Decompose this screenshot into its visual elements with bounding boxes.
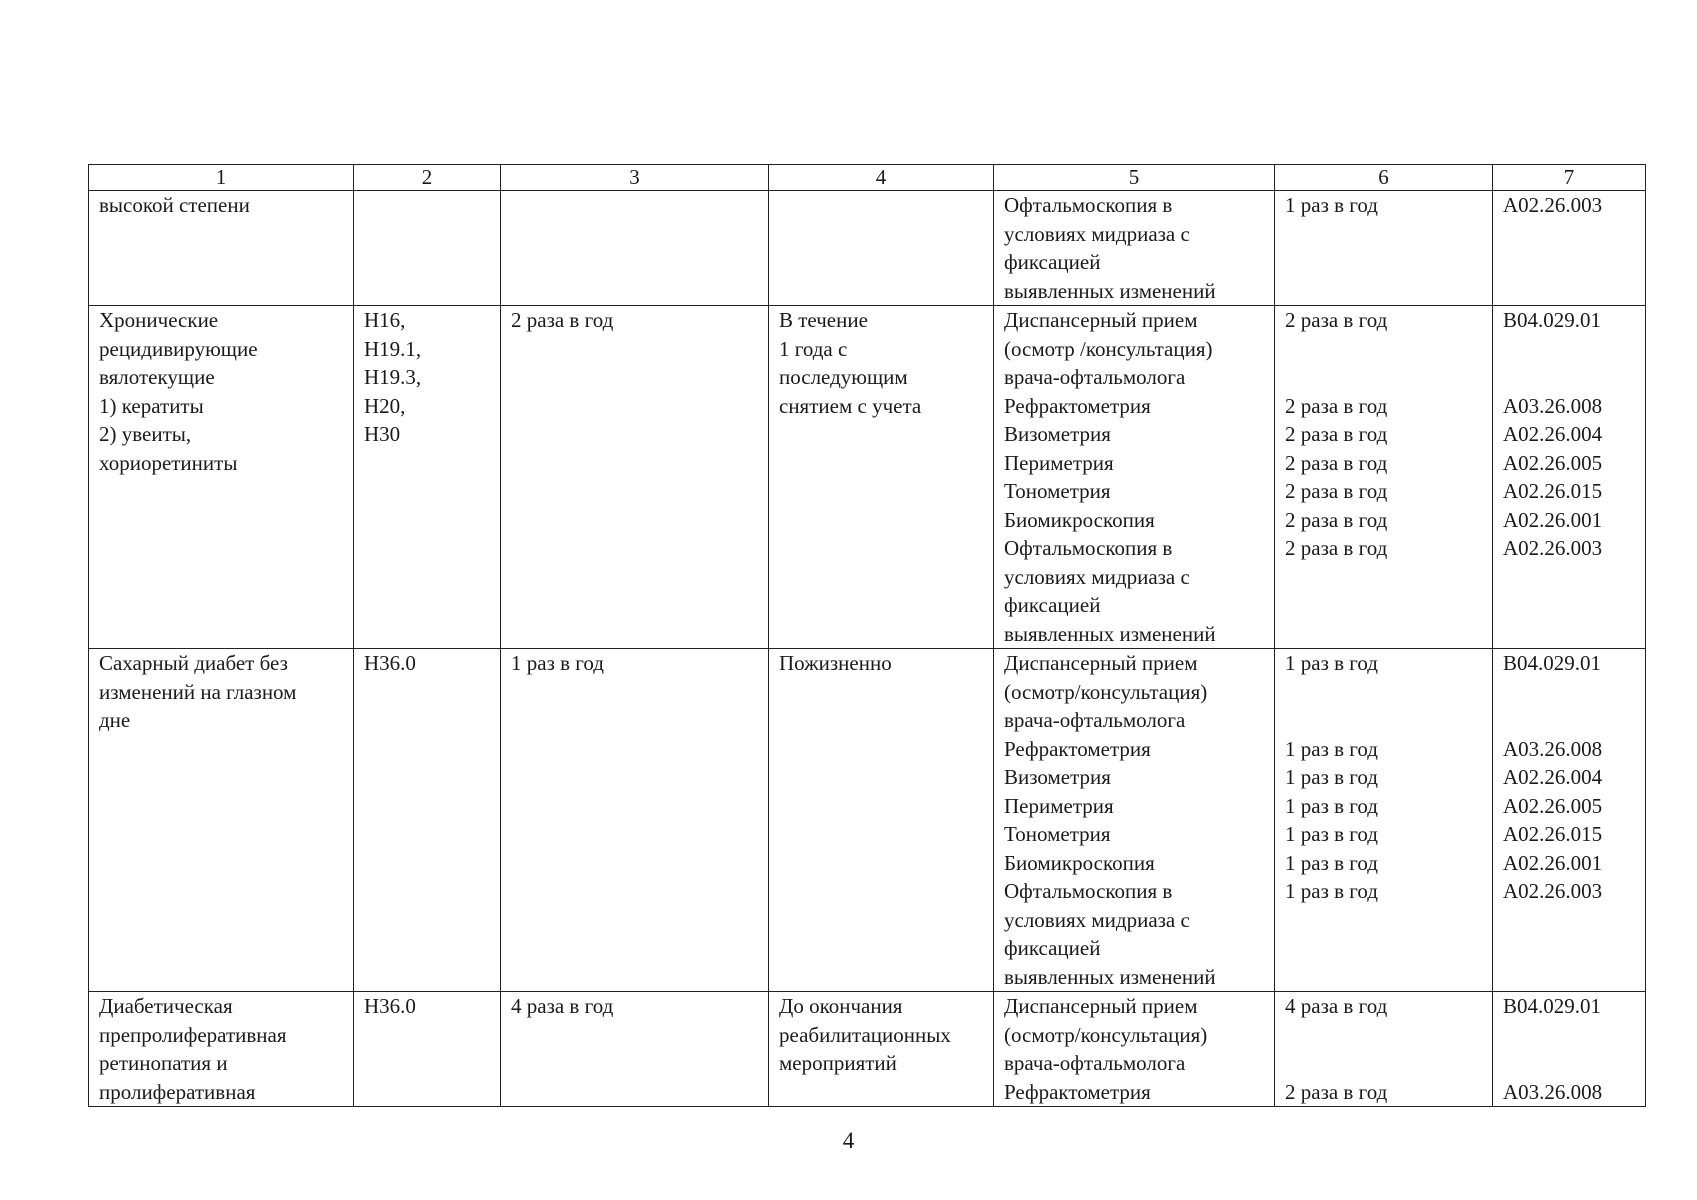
column-number-2: 2 bbox=[354, 165, 501, 191]
cell-line: Визометрия bbox=[1004, 422, 1111, 446]
cell-line: Офтальмоскопия в bbox=[1004, 536, 1173, 560]
cell-line: 2 раза в год bbox=[1285, 308, 1388, 332]
cell-line: Периметрия bbox=[1004, 793, 1114, 818]
cell-line: Сахарный диабет без bbox=[99, 651, 288, 675]
cell-line: Периметрия bbox=[1004, 450, 1114, 475]
cell-line: препролиферативная bbox=[99, 1022, 287, 1047]
cell-line: 1 раз в год bbox=[1285, 193, 1378, 217]
cell-line: H30 bbox=[364, 422, 401, 446]
column-number-6: 6 bbox=[1275, 165, 1493, 191]
cell-line: фиксацией bbox=[1004, 936, 1101, 960]
cell-line: условиях мидриаза с bbox=[1004, 907, 1190, 932]
cell-line: 1 раз в год bbox=[1285, 822, 1378, 846]
cell-line: H19.3, bbox=[364, 365, 422, 389]
cell-line: Хронические bbox=[99, 308, 219, 332]
cell-line: выявленных изменений bbox=[1004, 278, 1216, 303]
diagnosis-cell bbox=[89, 649, 354, 992]
cell-line: A03.26.008 bbox=[1503, 736, 1603, 761]
cell-spacer bbox=[1503, 706, 1635, 735]
cell-spacer bbox=[1503, 335, 1635, 364]
icd-code-cell bbox=[354, 191, 501, 306]
cell-spacer bbox=[1285, 706, 1482, 735]
cell-line: последующим bbox=[779, 365, 908, 389]
cell-line: B04.029.01 bbox=[1503, 308, 1602, 332]
cell-line: вялотекущие bbox=[99, 365, 215, 389]
cell-line: условиях мидриаза с bbox=[1004, 564, 1190, 589]
service-frequency-cell bbox=[1275, 992, 1493, 1107]
cell-line: 1 раз в год bbox=[1285, 736, 1378, 761]
cell-line: A02.26.005 bbox=[1503, 793, 1603, 818]
cell-line: A02.26.003 bbox=[1503, 193, 1603, 217]
cell-line: врача-офтальмолога bbox=[1004, 1051, 1186, 1075]
cell-line: реабилитационных bbox=[779, 1022, 951, 1047]
icd-code-cell bbox=[354, 306, 501, 649]
diagnosis-cell bbox=[89, 992, 354, 1107]
cell-line: 1 раз в год bbox=[1285, 850, 1378, 875]
cell-line: Диспансерный прием bbox=[1004, 308, 1198, 332]
cell-line: (осмотр/консультация) bbox=[1004, 679, 1208, 704]
service-frequency-cell bbox=[1275, 191, 1493, 306]
cell-line: снятием с учета bbox=[779, 393, 922, 418]
cell-spacer bbox=[1503, 1049, 1635, 1078]
cell-line: Визометрия bbox=[1004, 765, 1111, 789]
cell-line: Рефрактометрия bbox=[1004, 736, 1151, 761]
cell-line: B04.029.01 bbox=[1503, 651, 1602, 675]
duration-cell bbox=[769, 191, 994, 306]
cell-line: Биомикроскопия bbox=[1004, 850, 1155, 875]
service-code-cell bbox=[1493, 191, 1646, 306]
frequency-cell bbox=[501, 306, 769, 649]
cell-line: H36.0 bbox=[364, 994, 416, 1018]
cell-line: A02.26.001 bbox=[1503, 507, 1603, 532]
cell-line: Биомикроскопия bbox=[1004, 507, 1155, 532]
cell-line: фиксацией bbox=[1004, 593, 1101, 617]
service-frequency-cell bbox=[1275, 649, 1493, 992]
cell-line: фиксацией bbox=[1004, 250, 1101, 274]
column-number-1: 1 bbox=[89, 165, 354, 191]
cell-line: A02.26.004 bbox=[1503, 765, 1603, 789]
column-number-3: 3 bbox=[501, 165, 769, 191]
cell-line: 2 раза в год bbox=[1285, 479, 1388, 503]
cell-line: Тонометрия bbox=[1004, 822, 1111, 846]
table-row bbox=[89, 649, 1646, 992]
cell-line: (осмотр/консультация) bbox=[1004, 1022, 1208, 1047]
cell-line: 1 раз в год bbox=[1285, 879, 1378, 903]
cell-line: 2 раза в год bbox=[1285, 507, 1388, 532]
cell-line: A02.26.015 bbox=[1503, 822, 1603, 846]
services-cell bbox=[994, 992, 1275, 1107]
cell-line: Офтальмоскопия в bbox=[1004, 193, 1173, 217]
cell-line: (осмотр /консультация) bbox=[1004, 336, 1213, 361]
cell-line: изменений на глазном bbox=[99, 679, 297, 704]
diagnosis-cell bbox=[89, 191, 354, 306]
cell-spacer bbox=[1503, 678, 1635, 707]
cell-line: A02.26.004 bbox=[1503, 422, 1603, 446]
cell-line: H20, bbox=[364, 393, 406, 418]
cell-line: A02.26.003 bbox=[1503, 879, 1603, 903]
cell-spacer bbox=[1503, 1021, 1635, 1050]
cell-line: До окончания bbox=[779, 994, 903, 1018]
cell-line: 2 раза в год bbox=[1285, 450, 1388, 475]
cell-line: ретинопатия и bbox=[99, 1051, 228, 1075]
cell-line: A02.26.003 bbox=[1503, 536, 1603, 560]
table-row bbox=[89, 992, 1646, 1107]
column-number-7: 7 bbox=[1493, 165, 1646, 191]
cell-line: 4 раза в год bbox=[1285, 994, 1388, 1018]
cell-line: 1 раз в год bbox=[1285, 765, 1378, 789]
cell-line: B04.029.01 bbox=[1503, 994, 1602, 1018]
cell-spacer bbox=[1285, 678, 1482, 707]
cell-line: 4 раза в год bbox=[511, 994, 614, 1018]
cell-line: выявленных изменений bbox=[1004, 964, 1216, 989]
frequency-cell bbox=[501, 992, 769, 1107]
cell-line: H19.1, bbox=[364, 336, 422, 361]
cell-line: хориоретиниты bbox=[99, 450, 238, 475]
cell-line: 1) кератиты bbox=[99, 393, 204, 418]
duration-cell bbox=[769, 306, 994, 649]
cell-line: высокой степени bbox=[99, 193, 250, 217]
cell-line: условиях мидриаза с bbox=[1004, 221, 1190, 246]
services-cell bbox=[994, 649, 1275, 992]
cell-line: 2 раза в год bbox=[511, 308, 614, 332]
icd-code-cell bbox=[354, 649, 501, 992]
cell-line: В течение bbox=[779, 308, 868, 332]
document-table bbox=[88, 164, 1646, 1107]
cell-line: пролиферативная bbox=[99, 1079, 256, 1104]
frequency-cell bbox=[501, 649, 769, 992]
table-row bbox=[89, 191, 1646, 306]
cell-line: мероприятий bbox=[779, 1051, 897, 1075]
cell-line: выявленных изменений bbox=[1004, 621, 1216, 646]
service-code-cell bbox=[1493, 649, 1646, 992]
icd-code-cell bbox=[354, 992, 501, 1107]
cell-line: 1 года с bbox=[779, 336, 848, 361]
cell-spacer bbox=[1285, 1021, 1482, 1050]
cell-line: 2 раза в год bbox=[1285, 422, 1388, 446]
cell-line: 2 раза в год bbox=[1285, 536, 1388, 560]
cell-line: Рефрактометрия bbox=[1004, 1079, 1151, 1104]
cell-line: рецидивирующие bbox=[99, 336, 258, 361]
cell-line: A02.26.005 bbox=[1503, 450, 1603, 475]
cell-line: Тонометрия bbox=[1004, 479, 1111, 503]
cell-line: Пожизненно bbox=[779, 651, 892, 675]
column-number-4: 4 bbox=[769, 165, 994, 191]
cell-spacer bbox=[1285, 1049, 1482, 1078]
cell-line: A03.26.008 bbox=[1503, 393, 1603, 418]
cell-line: Офтальмоскопия в bbox=[1004, 879, 1173, 903]
cell-spacer bbox=[1285, 363, 1482, 392]
cell-line: H16, bbox=[364, 308, 406, 332]
cell-line: H36.0 bbox=[364, 651, 416, 675]
cell-line: A02.26.015 bbox=[1503, 479, 1603, 503]
duration-cell bbox=[769, 649, 994, 992]
cell-line: 1 раз в год bbox=[1285, 793, 1378, 818]
cell-spacer bbox=[1503, 363, 1635, 392]
cell-line: дне bbox=[99, 708, 131, 732]
frequency-cell bbox=[501, 191, 769, 306]
cell-line: Диспансерный прием bbox=[1004, 994, 1198, 1018]
service-code-cell bbox=[1493, 306, 1646, 649]
cell-line: Рефрактометрия bbox=[1004, 393, 1151, 418]
table-header-row bbox=[89, 165, 1646, 191]
cell-line: 1 раз в год bbox=[1285, 651, 1378, 675]
cell-line: 2 раза в год bbox=[1285, 393, 1388, 418]
cell-spacer bbox=[1285, 335, 1482, 364]
cell-line: A02.26.001 bbox=[1503, 850, 1603, 875]
service-frequency-cell bbox=[1275, 306, 1493, 649]
cell-line: Диабетическая bbox=[99, 994, 233, 1018]
cell-line: врача-офтальмолога bbox=[1004, 708, 1186, 732]
table-row bbox=[89, 306, 1646, 649]
service-code-cell bbox=[1493, 992, 1646, 1107]
services-cell bbox=[994, 191, 1275, 306]
cell-line: 2 раза в год bbox=[1285, 1079, 1388, 1104]
column-number-5: 5 bbox=[994, 165, 1275, 191]
diagnosis-cell bbox=[89, 306, 354, 649]
cell-line: врача-офтальмолога bbox=[1004, 365, 1186, 389]
cell-line: A03.26.008 bbox=[1503, 1079, 1603, 1104]
cell-line: 2) увеиты, bbox=[99, 422, 192, 446]
cell-line: Диспансерный прием bbox=[1004, 651, 1198, 675]
duration-cell bbox=[769, 992, 994, 1107]
cell-line: 1 раз в год bbox=[511, 651, 604, 675]
services-cell bbox=[994, 306, 1275, 649]
page-number: 4 bbox=[842, 1128, 855, 1153]
